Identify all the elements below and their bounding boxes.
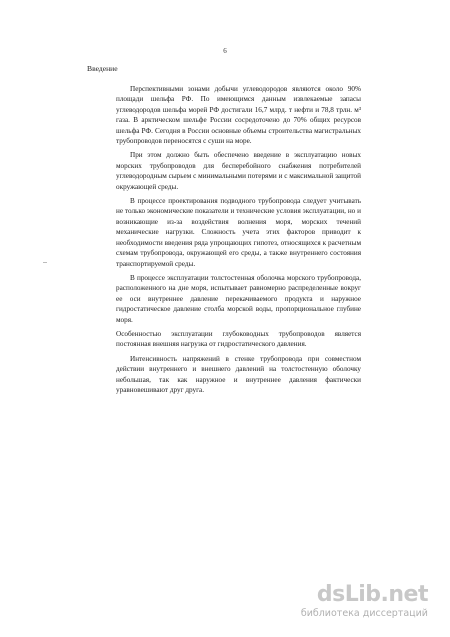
paragraph-1: Перспективными зонами добычи углеводородов являются около 90% площади шельфа РФ. По имеющимся данным извлекаемые запасы углеводородов шельфа морей РФ достигали 16,7 млрд. т нефти и 78,8 трлн. м³ газа. В арктическом шельфе России сосредоточено до 70% общих ресурсов шельфа РФ. Сегодня в России основные объемы строительства магистральных трубопроводов переносятся с суши на море. bbox=[116, 85, 361, 146]
section-heading: Введение bbox=[87, 64, 118, 73]
watermark-caption: библиотека диссертаций bbox=[300, 608, 428, 619]
margin-mark bbox=[43, 262, 47, 263]
paragraph-3: В процессе проектирования подводного трубопровода следует учитывать не только экономические показатели и технические условия эксплуатации, но и возникающие из-за воздействия волнения моря, морских течений механические нагрузки. Сложность учета этих факторов приводит к необходимости введения ряда упрощающих гипотез, относящихся к расчетным схемам трубопровода, окружающей его среды, а также внутреннего состояния транспортируемой среды. bbox=[116, 197, 361, 268]
body-text bbox=[116, 84, 361, 399]
paragraph-5: Особенностью эксплуатации глубоководных трубопроводов является постоянная внешняя нагрузка от гидростатического давления. bbox=[116, 329, 361, 349]
paragraph-6: Интенсивность напряжений в стенке трубопровода при совместном действии внутреннего и внешнего давлений на толстостенную оболочку небольшая, так как наружное и внутреннее давления фактически уравновешивают друг друга. bbox=[116, 354, 361, 394]
paragraph-2: При этом должно быть обеспечено введение в эксплуатацию новых морских трубопроводов для бесперебойного снабжения потребителей углеводородным сырьем с минимальными потерями и с максимальной защитой окружающей среды. bbox=[116, 151, 361, 191]
page-number: 6 bbox=[223, 47, 227, 55]
paragraph-4: В процессе эксплуатации толстостенная оболочка морского трубопровода, расположенного на дне моря, испытывает равномерно распределенные вокруг ее оси внутреннее давление перекачиваемого продукта и наружное гидростатическое давление столба морской воды, пропорциональное глубине моря. bbox=[116, 273, 361, 324]
watermark bbox=[301, 584, 428, 619]
watermark-logo: dsLib.net bbox=[316, 582, 428, 607]
